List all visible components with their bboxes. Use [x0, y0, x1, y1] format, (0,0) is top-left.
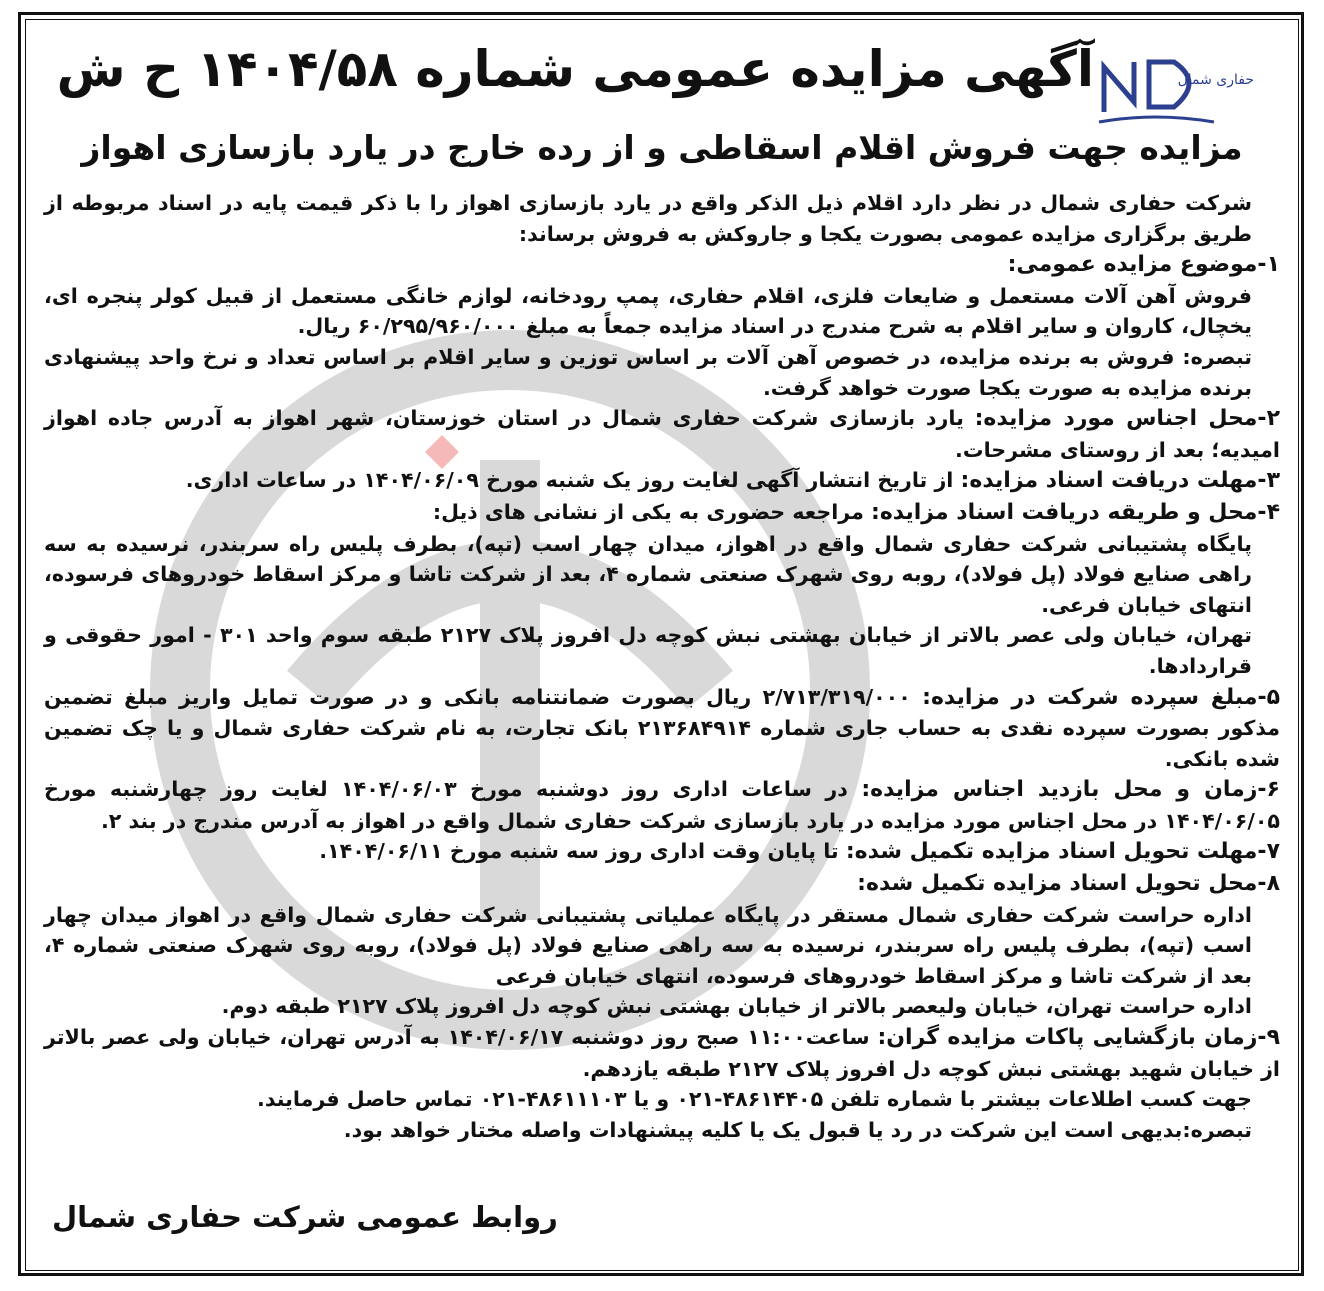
page-title: آگهی مزایده عمومی شماره ۱۴۰۴/۵۸ ح ش: [56, 40, 1094, 98]
section-text: جهت کسب اطلاعات بیشتر با شماره تلفن ۴۸۶۱۴۴۰۵-۰۲۱ و یا ۴۸۶۱۱۱۰۳-۰۲۱ تماس حاصل فرمایند.: [257, 1087, 1252, 1112]
section-paragraph: [44, 1022, 1280, 1084]
section-text: تهران، خیابان ولی عصر بالاتر از خیابان بهشتی نبش کوچه دل افروز پلاک ۲۱۲۷ طبقه سوم واحد ۳۰۱ - امور حقوقی و قراردادها.: [44, 623, 1252, 678]
section-paragraph: [44, 281, 1280, 342]
section-text: ساعت۱۱:۰۰ صبح روز دوشنبه ۱۴۰۴/۰۶/۱۷ به آدرس تهران، خیابان ولی عصر بالاتر از خیابان شهید بهشتی نبش کوچه دل افروز پلاک ۲۱۲۷ طبقه یازدهم.: [44, 1025, 1280, 1081]
section-text: تبصره: فروش به برنده مزایده، در خصوص آهن آلات بر اساس توزین و سایر اقلام بر اساس تعداد و نرخ واحد پیشنهادی برنده مزایده به صورت یکجا صورت خواهد گرفت.: [44, 344, 1252, 400]
section-text: از تاریخ انتشار آگهی لغایت روز یک شنبه مورخ ۱۴۰۴/۰۶/۰۹ در ساعات اداری.: [185, 468, 961, 493]
section-paragraph: [44, 682, 1280, 775]
section-paragraph: [44, 1084, 1280, 1115]
section-text: تبصره:بدیهی است این شرکت در رد یا قبول یک یا کلیه پیشنهادات واصله مختار خواهد بود.: [343, 1117, 1252, 1142]
logo-text: حفاری شمال: [1177, 72, 1254, 88]
section-paragraph: [44, 497, 1280, 529]
section-heading: ۷-مهلت تحویل اسناد مزایده تکمیل شده:: [845, 839, 1280, 865]
section-paragraph: [44, 529, 1280, 621]
section-text: اداره حراست شرکت حفاری شمال مستقر در پایگاه عملیاتی پشتیبانی شرکت حفاری شمال واقع در اهواز میدان چهار اسب (تپه)، بطرف پلیس راه سربندر، نرسیده به سه راهی صنایع فولاد (پل فولاد)، روبه روی شهرک صنعتی شماره ۴، بعد از شرکت تاشا و مرکز اسقاط خودروهای فرسوده، انتهای خیابان فرعی: [44, 902, 1252, 988]
section-heading: ۴-محل و طریقه دریافت اسناد مزایده:: [871, 499, 1280, 525]
section-text: پایگاه پشتیبانی شرکت حفاری شمال واقع در اهواز، میدان چهار اسب (تپه)، بطرف پلیس راه سربندر، نرسیده به سه راهی صنایع فولاد (پل فولاد)، روبه روی شهرک صنعتی شماره ۴، بعد از شرکت تاشا و مرکز اسقاط خودروهای فرسوده، انتهای خیابان فرعی.: [44, 531, 1252, 617]
section-paragraph: [44, 836, 1280, 868]
section-paragraph: [44, 991, 1280, 1022]
section-paragraph: [44, 403, 1280, 465]
section-text: تا پایان وقت اداری روز سه شنبه مورخ ۱۴۰۴/۰۶/۱۱.: [319, 839, 846, 864]
section-heading: ۳-مهلت دریافت اسناد مزایده:: [960, 468, 1280, 494]
section-text: یارد بازسازی شرکت حفاری شمال در استان خوزستان، شهر اهواز به آدرس جاده اهواز امیدیه؛ بعد از روستای مشرحات.: [44, 406, 1280, 462]
section-heading: ۲-محل اجناس مورد مزایده:: [974, 406, 1281, 432]
section-paragraph: [44, 342, 1280, 403]
section-text: ۲/۷۱۳/۳۱۹/۰۰۰ ریال بصورت ضمانتنامه بانکی و در صورت تمایل واریز مبلغ تضمین مذکور بصورت سپرده نقدی به حساب جاری شماره ۲۱۳۶۸۴۹۱۴ بانک تجارت، به نام شرکت حفاری شمال و یا چک تضمین شده بانکی.: [44, 684, 1281, 771]
section-heading: ۹-زمان بازگشایی پاکات مزایده گران:: [877, 1025, 1280, 1051]
section-text: مراجعه حضوری به یکی از نشانی های ذیل:: [432, 499, 872, 524]
section-paragraph: [44, 868, 1280, 900]
section-paragraph: [44, 249, 1280, 281]
section-paragraph: [44, 1115, 1280, 1146]
section-paragraph: [44, 620, 1280, 681]
sections-list: [44, 249, 1280, 1145]
signature: روابط عمومی شرکت حفاری شمال: [52, 1200, 558, 1234]
section-text: فروش آهن آلات مستعمل و ضایعات فلزی، اقلام حفاری، پمپ رودخانه، لوازم خانگی مستعمل از قبیل کولر پنجره ای، یخچال، کاروان و سایر اقلام به شرح مندرج در اسناد مزایده جمعاً به مبلغ ۶۰/۲۹۵/۹۶۰/۰۰۰ ریال.: [44, 283, 1252, 339]
intro-paragraph: شرکت حفاری شمال در نظر دارد اقلام ذیل الذکر واقع در یارد بازسازی اهواز را با ذکر قیمت پایه در اسناد مربوطه از طریق برگزاری مزایده عمومی بصورت یکجا و جاروکش به فروش برساند:: [44, 191, 1252, 246]
section-heading: ۱-موضوع مزایده عمومی:: [1007, 252, 1280, 278]
section-text: اداره حراست تهران، خیابان ولیعصر بالاتر از خیابان بهشتی نبش کوچه دل افروز پلاک ۲۱۲۷ طبقه دوم.: [221, 994, 1252, 1019]
section-heading: ۶-زمان و محل بازدید اجناس مزایده:: [861, 777, 1280, 803]
section-paragraph: [44, 465, 1280, 497]
section-heading: ۵-مبلغ سپرده شرکت در مزایده:: [922, 684, 1281, 710]
section-paragraph: [44, 900, 1280, 992]
notice-body: [44, 188, 1280, 1145]
section-paragraph: [44, 774, 1280, 836]
page-subtitle: مزایده جهت فروش اقلام اسقاطی و از رده خارج در یارد بازسازی اهواز: [81, 128, 1243, 167]
section-heading: ۸-محل تحویل اسناد مزایده تکمیل شده:: [857, 871, 1280, 897]
section-text: در ساعات اداری روز دوشنبه مورخ ۱۴۰۴/۰۶/۰۳ لغایت روز چهارشنبه مورخ ۱۴۰۴/۰۶/۰۵ در محل اجناس مورد مزایده در یارد بازسازی شرکت حفاری شمال واقع در اهواز به آدرس مندرج در بند ۲.: [44, 777, 1280, 833]
